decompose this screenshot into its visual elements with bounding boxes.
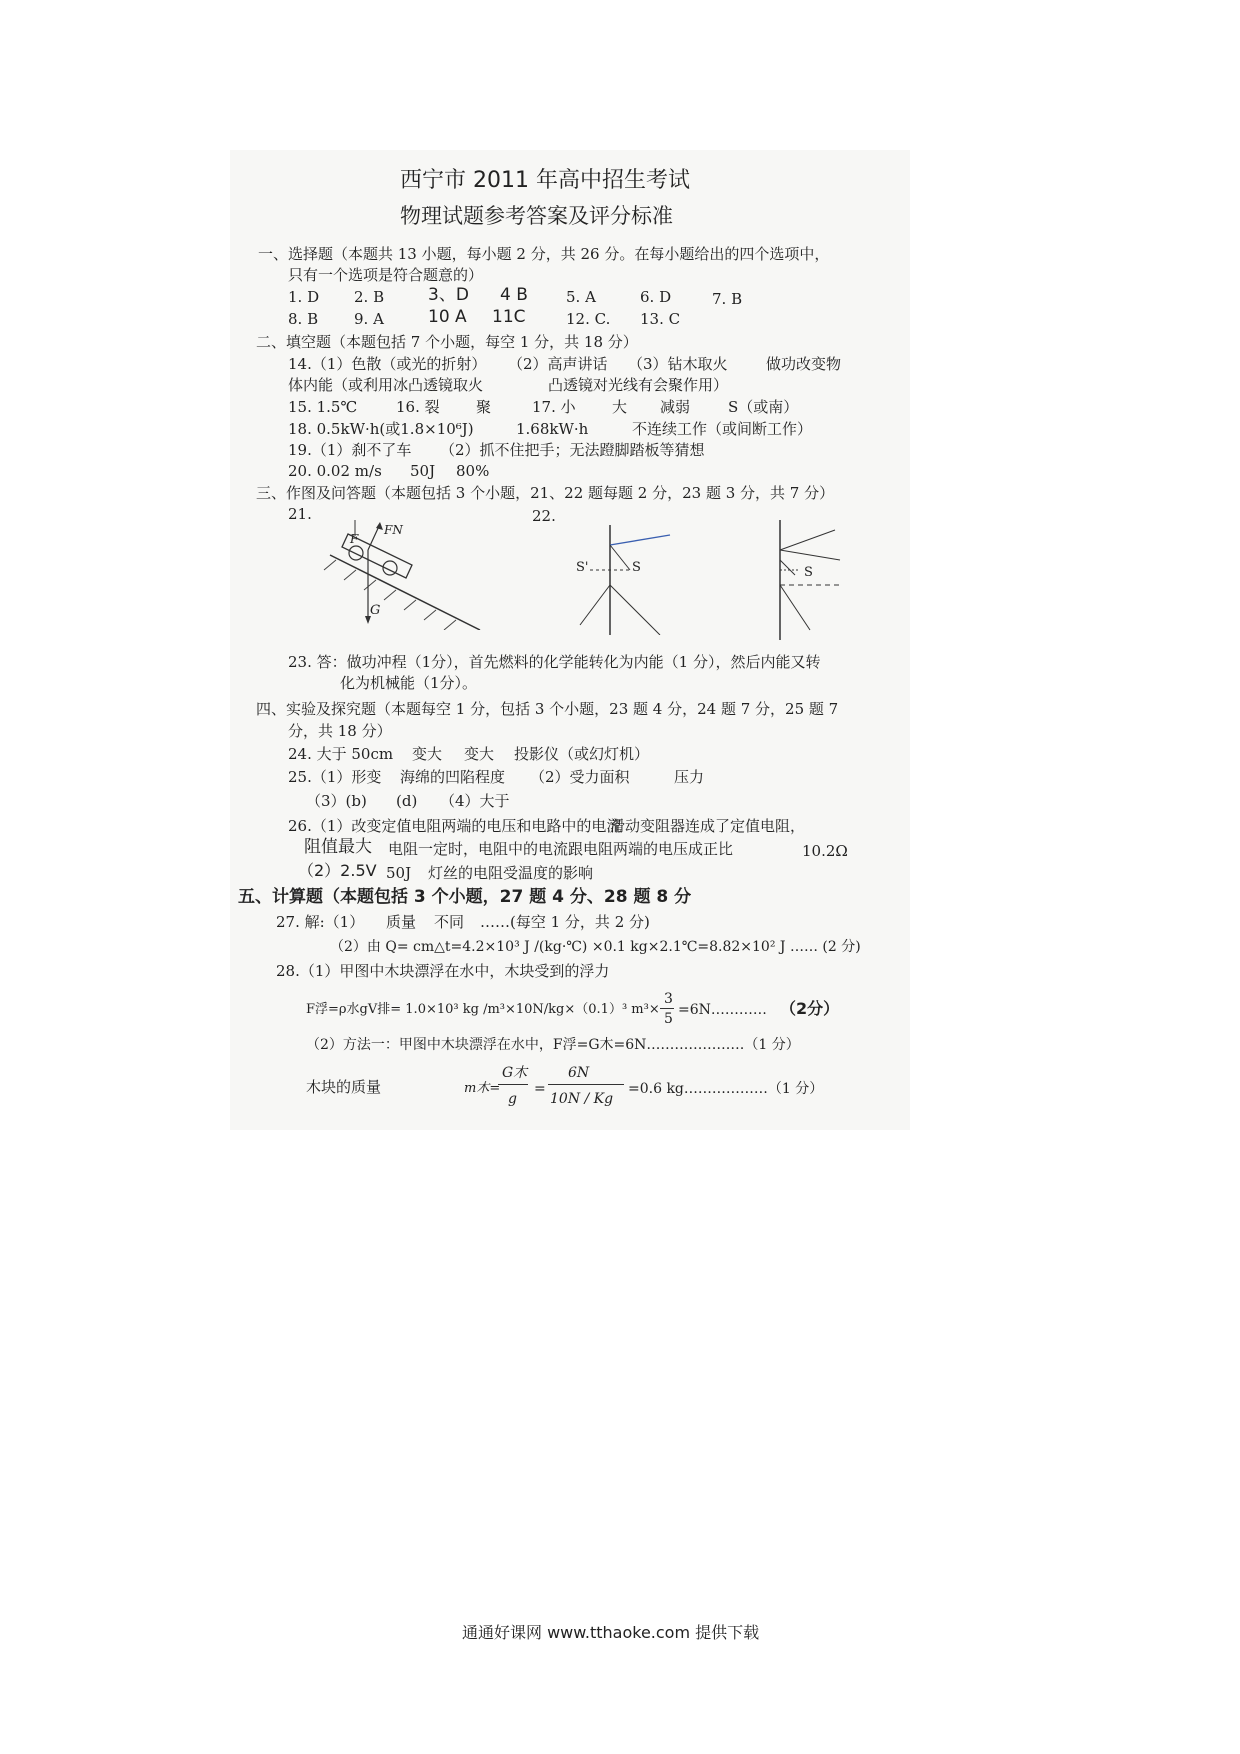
q27-a: 27. 解:（1） bbox=[276, 913, 365, 931]
section-1-heading-cont: 只有一个选项是符合题意的） bbox=[288, 266, 484, 284]
q28-j: =0.6 kg………………（1 分） bbox=[628, 1081, 824, 1097]
q28-h-den: g bbox=[508, 1091, 517, 1107]
q19-b: （2）抓不住把手；无法蹬脚踏板等猜想 bbox=[440, 441, 705, 459]
image-s-prime-label: S' bbox=[576, 560, 589, 575]
q27-e: （2）由 Q= cm△t=4.2×10³ J /(kg·℃) ×0.1 kg×2.1℃=8.82×10² J …… (2 分) bbox=[330, 939, 861, 955]
q28-h-bar bbox=[498, 1084, 528, 1085]
answer-1: 1. D bbox=[288, 288, 320, 306]
q28-frac-den: 5 bbox=[664, 1011, 673, 1027]
force-fn-label: FN bbox=[384, 523, 403, 537]
q21-label: 21. bbox=[288, 505, 312, 523]
q16-b: 聚 bbox=[476, 398, 492, 416]
q25-b: 海绵的凹陷程度 bbox=[400, 768, 506, 786]
answer-9: 9. A bbox=[354, 310, 384, 328]
answer-10: 10 A bbox=[428, 307, 467, 327]
q14-part6: 凸透镜对光线有会聚作用） bbox=[548, 376, 729, 394]
answer-12: 12. C. bbox=[566, 310, 611, 328]
q17-c: 减弱 bbox=[660, 398, 691, 416]
q28-c: =6N………… bbox=[678, 1002, 767, 1018]
q26-c: 阻值最大 bbox=[304, 837, 372, 857]
q26-f: （2）2.5V bbox=[298, 861, 377, 880]
q28-e: （2）方法一：甲图中木块漂浮在水中，F浮=G木=6N…………………（1 分） bbox=[306, 1037, 800, 1053]
q17-d: S（或南） bbox=[728, 398, 799, 416]
section-2-heading: 二、填空题（本题包括 7 个小题，每空 1 分，共 18 分） bbox=[256, 333, 638, 351]
q28-eq: = bbox=[534, 1081, 546, 1097]
answer-13: 13. C bbox=[640, 310, 681, 328]
answer-3: 3、D bbox=[428, 285, 469, 305]
section-5-heading: 五、计算题（本题包括 3 个小题，27 题 4 分、28 题 8 分 bbox=[238, 887, 692, 907]
q14-part5: 体内能（或利用冰凸透镜取火 bbox=[288, 376, 484, 394]
q28-i-num: 6N bbox=[568, 1065, 590, 1081]
q24-a: 24. 大于 50cm bbox=[288, 745, 394, 763]
q28-i-den: 10N / Kg bbox=[550, 1091, 614, 1107]
q25-a: 25.（1）形变 bbox=[288, 768, 382, 786]
q25-d: 压力 bbox=[674, 768, 705, 786]
q25-e: （3）(b) bbox=[306, 792, 367, 810]
q26-d: 电阻一定时，电阻中的电流跟电阻两端的电压成正比 bbox=[388, 840, 734, 858]
q14-part3: （3）钻木取火 bbox=[628, 355, 728, 373]
q28-i-bar bbox=[548, 1084, 624, 1085]
q24-b: 变大 bbox=[412, 745, 443, 763]
q28-g: m木= bbox=[464, 1081, 501, 1096]
footer-credit: 通通好课网 www.tthaoke.com 提供下载 bbox=[462, 1623, 760, 1642]
q28-frac-num: 3 bbox=[664, 991, 673, 1007]
q22-mirror-diagram-1 bbox=[570, 525, 680, 635]
q25-c: （2）受力面积 bbox=[530, 768, 630, 786]
answer-6: 6. D bbox=[640, 288, 672, 306]
q28-h-num: G木 bbox=[502, 1065, 528, 1081]
source-s2-label: S bbox=[804, 565, 813, 580]
q14-part4: 做功改变物 bbox=[766, 355, 842, 373]
q14-part1: 14.（1）色散（或光的折射） bbox=[288, 355, 487, 373]
answer-4: 4 B bbox=[500, 285, 528, 305]
answer-11: 11C bbox=[492, 307, 526, 327]
force-f-label: F bbox=[350, 532, 359, 546]
q24-c: 变大 bbox=[464, 745, 495, 763]
force-g-label: G bbox=[370, 603, 381, 618]
q28-f: 木块的质量 bbox=[306, 1078, 382, 1096]
q28-d: （2分） bbox=[780, 999, 840, 1018]
q28-a: 28.（1）甲图中木块漂浮在水中，木块受到的浮力 bbox=[276, 962, 610, 980]
q18-a: 18. 0.5kW·h(或1.8×10⁶J) bbox=[288, 420, 474, 438]
q26-a: 26.（1）改变定值电阻两端的电压和电路中的电流 bbox=[288, 817, 622, 835]
q17-b: 大 bbox=[612, 398, 628, 416]
q14-part2: （2）高声讲话 bbox=[508, 355, 608, 373]
q17: 17. 小 bbox=[532, 398, 576, 416]
q27-c: 不同 bbox=[434, 913, 465, 931]
q27-d: ……(每空 1 分，共 2 分) bbox=[480, 913, 650, 931]
q26-h: 灯丝的电阻受温度的影响 bbox=[428, 864, 594, 882]
q25-f: (d) bbox=[396, 792, 418, 810]
q18-c: 不连续工作（或间断工作） bbox=[632, 420, 813, 438]
section-4-heading: 四、实验及探究题（本题每空 1 分，包括 3 个小题，23 题 4 分，24 题 7 分，25 题 7 bbox=[256, 700, 839, 718]
q23-line-2: 化为机械能（1分）。 bbox=[340, 674, 478, 692]
q15: 15. 1.5℃ bbox=[288, 398, 358, 416]
q25-g: （4）大于 bbox=[440, 792, 510, 810]
q27-b: 质量 bbox=[386, 913, 417, 931]
title-line-1: 西宁市 2011 年高中招生考试 bbox=[400, 168, 690, 193]
answer-8: 8. B bbox=[288, 310, 319, 328]
q28-b: F浮=ρ水gV排= 1.0×10³ kg /m³×10N/kg×（0.1）³ m³× bbox=[306, 1002, 660, 1017]
source-s-label: S bbox=[632, 560, 641, 575]
section-1-heading: 一、选择题（本题共 13 小题，每小题 2 分，共 26 分。在每小题给出的四个选项中， bbox=[258, 245, 830, 263]
q20-b: 50J bbox=[410, 462, 436, 480]
q26-g: 50J bbox=[386, 864, 412, 882]
q20-a: 20. 0.02 m/s bbox=[288, 462, 382, 480]
q18-b: 1.68kW·h bbox=[516, 420, 589, 438]
q26-b: 滑动变阻器连成了定值电阻， bbox=[610, 817, 806, 835]
section-3-heading: 三、作图及问答题（本题包括 3 个小题，21、22 题每题 2 分，23 题 3 分，共 7 分） bbox=[256, 484, 835, 502]
section-4-heading-cont: 分，共 18 分） bbox=[288, 722, 392, 740]
q26-e: 10.2Ω bbox=[802, 842, 848, 860]
q24-d: 投影仪（或幻灯机） bbox=[514, 745, 650, 763]
q16: 16. 裂 bbox=[396, 398, 440, 416]
q22-label: 22. bbox=[532, 507, 556, 525]
q20-c: 80% bbox=[456, 462, 490, 480]
answer-7: 7. B bbox=[712, 290, 743, 308]
q19-a: 19.（1）刹不了车 bbox=[288, 441, 412, 459]
q23-line-1: 23. 答：做功冲程（1分），首先燃料的化学能转化为内能（1 分），然后内能又转 bbox=[288, 653, 821, 671]
title-line-2: 物理试题参考答案及评分标准 bbox=[400, 204, 673, 228]
answer-5: 5. A bbox=[566, 288, 596, 306]
answer-2: 2. B bbox=[354, 288, 385, 306]
q28-frac-bar bbox=[660, 1008, 674, 1009]
